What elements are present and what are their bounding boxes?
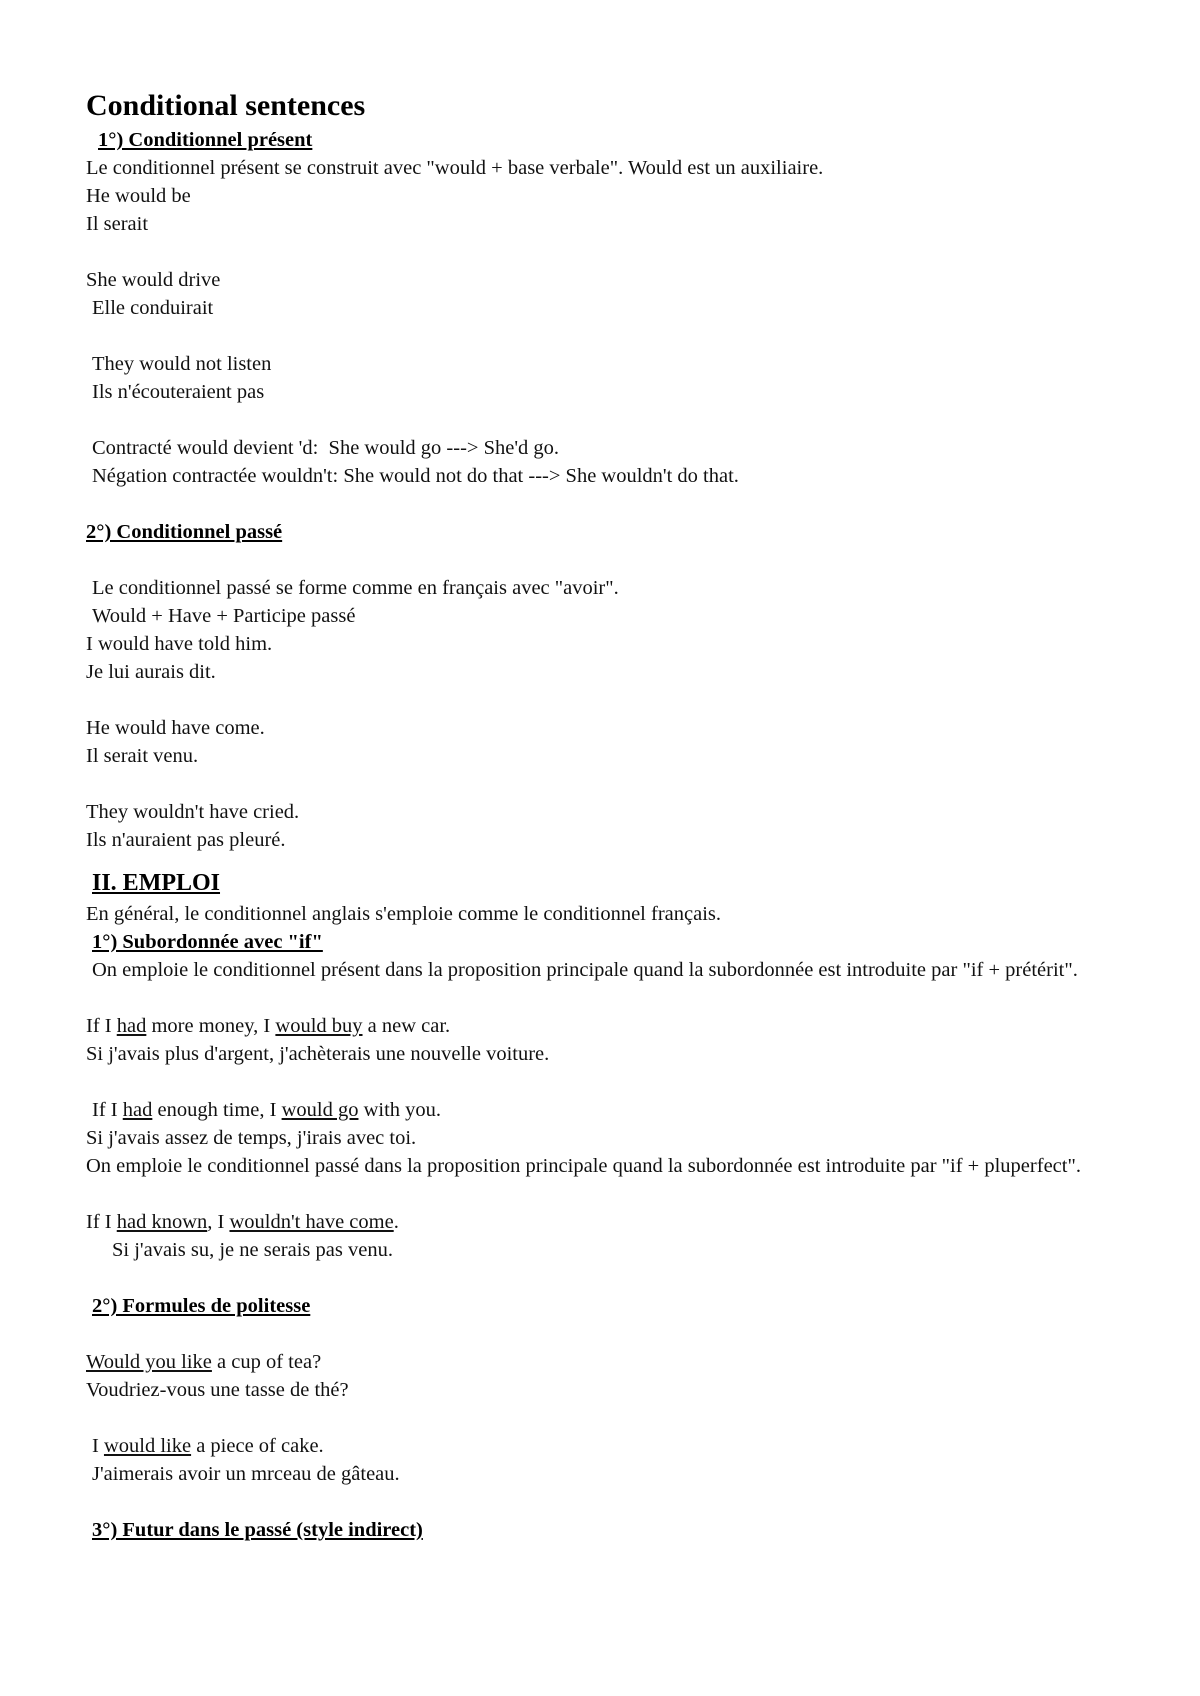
paragraph: En général, le conditionnel anglais s'emploie comme le conditionnel français. — [86, 903, 721, 925]
paragraph: Le conditionnel présent se construit avec "would + base verbale". Would est un auxiliaire. — [86, 157, 824, 179]
example-en: She would drive — [86, 269, 221, 291]
heading-conditionnel-passe: 2°) Conditionnel passé — [86, 521, 283, 543]
heading-conditionnel-present: 1°) Conditionnel présent — [98, 129, 313, 151]
example-en — [86, 1096, 1136, 1124]
spacer — [86, 1488, 1136, 1516]
underlined-verb: had — [116, 1015, 147, 1037]
heading-formules-politesse: 2°) Formules de politesse — [92, 1295, 311, 1317]
text: enough time, I — [152, 1099, 282, 1121]
text: a new car. — [362, 1015, 451, 1037]
example-fr: Ils n'écouteraient pas — [92, 381, 265, 403]
spacer — [86, 1180, 1136, 1208]
spacer — [86, 1320, 1136, 1348]
negation-note: Négation contractée wouldn't: She would not do that ---> She wouldn't do that. — [92, 465, 739, 487]
underlined-verb: Would you like — [86, 1351, 212, 1373]
document-body — [86, 86, 1136, 1544]
heading-emploi: II. EMPLOI — [92, 870, 221, 896]
example-fr: Voudriez-vous une tasse de thé? — [86, 1379, 349, 1401]
spacer — [86, 406, 1136, 434]
example-en: I would have told him. — [86, 633, 273, 655]
text: If I — [86, 1015, 117, 1037]
example-fr: Il serait venu. — [86, 745, 199, 767]
example-en — [86, 1208, 1136, 1236]
example-en: They would not listen — [92, 353, 272, 375]
rule-past: On emploie le conditionnel passé dans la proposition principale quand la subordonnée est introduite par "if + pluperfect". — [86, 1155, 1081, 1177]
spacer — [86, 1068, 1136, 1096]
text: with you. — [358, 1099, 442, 1121]
spacer — [86, 770, 1136, 798]
text: If I — [92, 1099, 123, 1121]
example-fr: Si j'avais su, je ne serais pas venu. — [112, 1239, 393, 1261]
example-fr: Ils n'auraient pas pleuré. — [86, 829, 286, 851]
spacer — [86, 490, 1136, 518]
example-fr: J'aimerais avoir un mrceau de gâteau. — [92, 1463, 400, 1485]
example-fr: Je lui aurais dit. — [86, 661, 216, 683]
example-fr: Il serait — [86, 213, 149, 235]
underlined-verb: would buy — [275, 1015, 363, 1037]
example-fr: Si j'avais assez de temps, j'irais avec toi. — [86, 1127, 417, 1149]
spacer — [86, 686, 1136, 714]
text: a piece of cake. — [191, 1435, 324, 1457]
spacer — [86, 322, 1136, 350]
example-en — [86, 1432, 1136, 1460]
rule-present: On emploie le conditionnel présent dans la proposition principale quand la subordonnée est introduite par "if + prétérit". — [92, 959, 1078, 981]
text: a cup of tea? — [211, 1351, 322, 1373]
example-fr: Elle conduirait — [92, 297, 214, 319]
text: I — [92, 1435, 104, 1457]
example-fr: Si j'avais plus d'argent, j'achèterais une nouvelle voiture. — [86, 1043, 550, 1065]
example-en: He would have come. — [86, 717, 265, 739]
underlined-verb: would go — [281, 1099, 359, 1121]
heading-futur-passe: 3°) Futur dans le passé (style indirect) — [92, 1519, 423, 1541]
text: more money, I — [146, 1015, 276, 1037]
paragraph: Le conditionnel passé se forme comme en français avec "avoir". — [92, 577, 619, 599]
spacer — [86, 1264, 1136, 1292]
heading-subordonnee-if: 1°) Subordonnée avec "if" — [92, 931, 323, 953]
document-title: Conditional sentences — [86, 89, 366, 122]
spacer — [86, 546, 1136, 574]
contraction-note: Contracté would devient 'd: She would go ---> She'd go. — [92, 437, 560, 459]
text: If I — [86, 1211, 117, 1233]
formula: Would + Have + Participe passé — [92, 605, 356, 627]
example-en — [86, 1348, 1136, 1376]
underlined-verb: wouldn't have come — [229, 1211, 394, 1233]
text: . — [393, 1211, 399, 1233]
example-en: He would be — [86, 185, 191, 207]
spacer — [86, 238, 1136, 266]
underlined-verb: had — [122, 1099, 153, 1121]
example-en: They wouldn't have cried. — [86, 801, 300, 823]
spacer — [86, 984, 1136, 1012]
example-en — [86, 1012, 1136, 1040]
underlined-verb: had known — [116, 1211, 208, 1233]
spacer — [86, 1404, 1136, 1432]
underlined-verb: would like — [103, 1435, 192, 1457]
text: , I — [207, 1211, 230, 1233]
